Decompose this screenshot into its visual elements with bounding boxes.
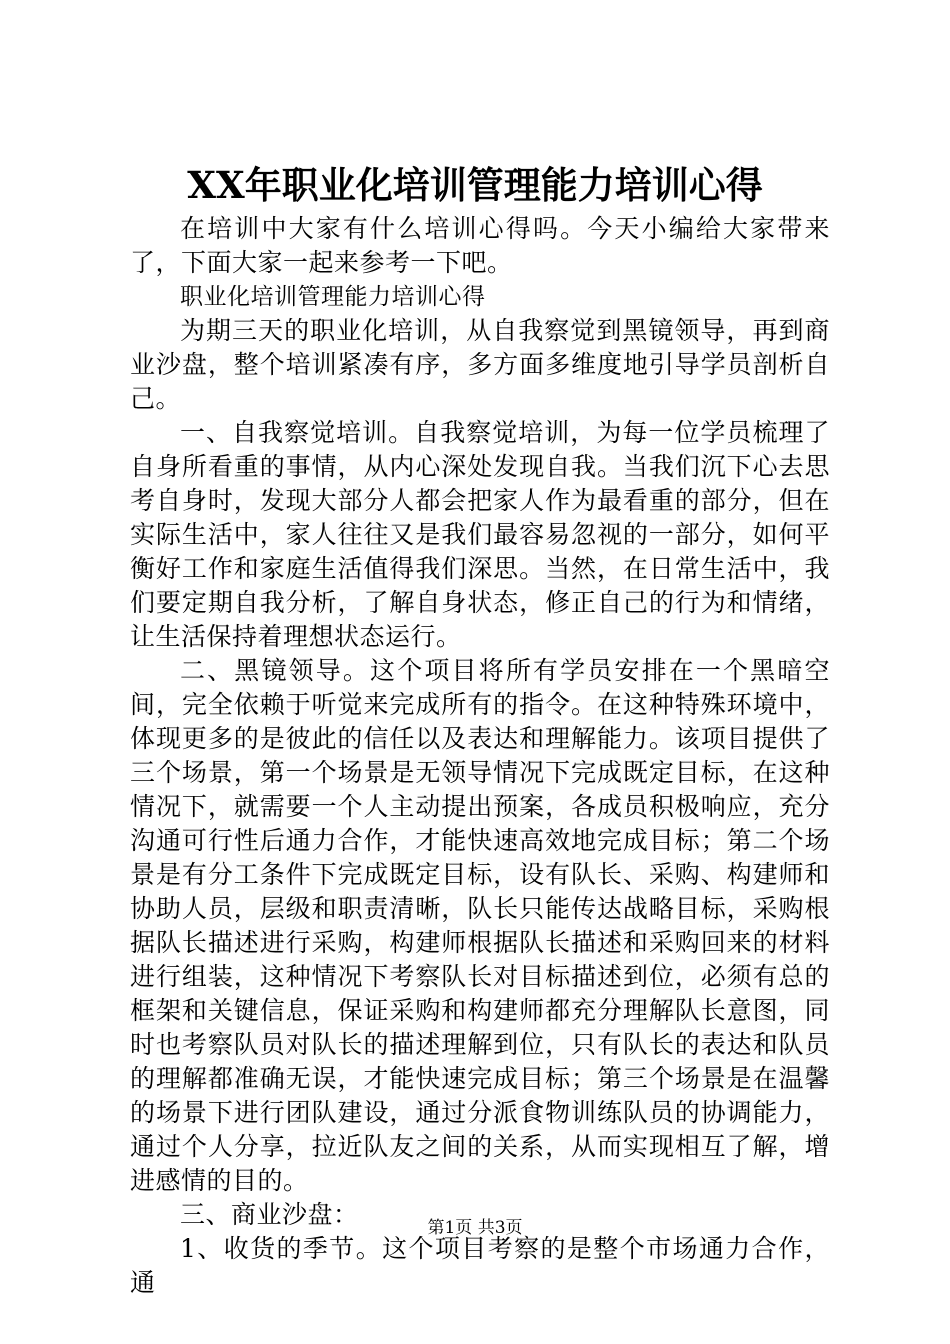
overview-paragraph: 为期三天的职业化培训，从自我察觉到黑镜领导，再到商业沙盘，整个培训紧凑有序，多方面多维度地引导学员剖析自己。 bbox=[130, 316, 830, 413]
document-title: XX年职业化培训管理能力培训心得 bbox=[187, 163, 763, 207]
document-body bbox=[130, 212, 830, 1300]
section-one-paragraph: 一、自我察觉培训。自我察觉培训，为每一位学员梳理了自身所看重的事情，从内心深处发现自我。当我们沉下心去思考自身时，发现大部分人都会把家人作为最看重的部分，但在实际生活中，家人往往又是我们最容易忽视的一部分，如何平衡好工作和家庭生活值得我们深思。当然，在日常生活中，我们要定期自我分析，了解自身状态，修正自己的行为和情绪，让生活保持着理想状态运行。 bbox=[130, 418, 830, 651]
subtitle-paragraph: 职业化培训管理能力培训心得 bbox=[180, 284, 486, 310]
section-three-item-one: 1、收货的季节。这个项目考察的是整个市场通力合作，通 bbox=[130, 1234, 830, 1297]
intro-paragraph: 在培训中大家有什么培训心得吗。今天小编给大家带来了，下面大家一起来参考一下吧。 bbox=[130, 214, 830, 277]
section-two-paragraph: 二、黑镜领导。这个项目将所有学员安排在一个黑暗空间，完全依赖于听觉来完成所有的指令。在这种特殊环境中，体现更多的是彼此的信任以及表达和理解能力。该项目提供了三个场景，第一个场景是无领导情况下完成既定目标，在这种情况下，就需要一个人主动提出预案，各成员积极响应，充分沟通可行性后通力合作，才能快速高效地完成目标；第二个场景是有分工条件下完成既定目标，设有队长、采购、构建师和协助人员，层级和职责清晰，队长只能传达战略目标，采购根据队长描述进行采购，构建师根据队长描述和采购回来的材料进行组装，这种情况下考察队长对目标描述到位，必须有总的框架和关键信息，保证采购和构建师都充分理解队长意图，同时也考察队员对队长的描述理解到位，只有队长的表达和队员的理解都准确无误，才能快速完成目标；第三个场景是在温馨的场景下进行团队建设，通过分派食物训练队员的协调能力，通过个人分享，拉近队友之间的关系，从而实现相互了解，增进感情的目的。 bbox=[130, 656, 830, 1195]
page-footer: 第1页 共3页 bbox=[427, 1218, 523, 1238]
section-three-heading: 三、商业沙盘： bbox=[180, 1200, 359, 1229]
